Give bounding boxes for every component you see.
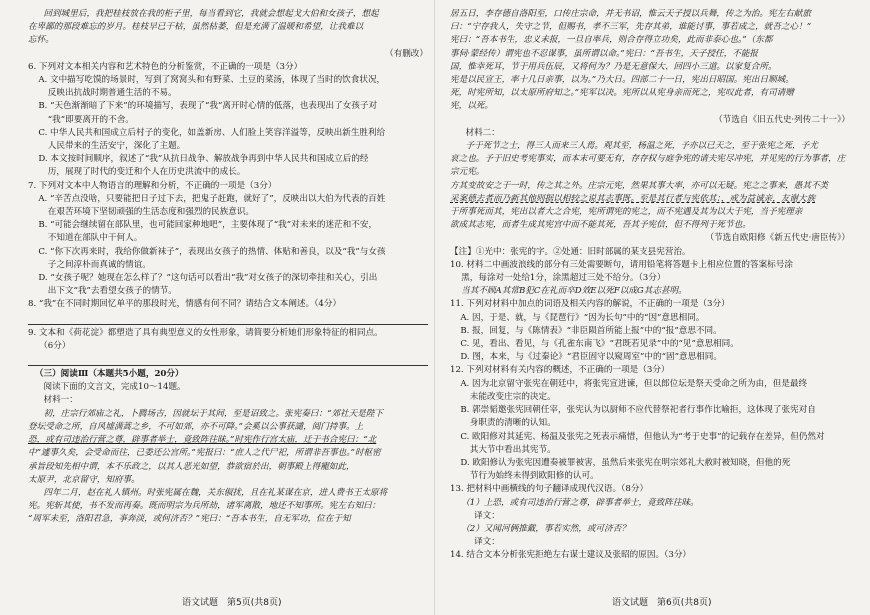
material-2-label: 材料二： — [465, 127, 500, 138]
q6-option-c-cont: 人民带来的生活安宁，深化了主题。 — [47, 141, 186, 152]
q6-option-d: D. 本文按时间顺序，叙述了“我”从抗日战争、解放战争再到中华人民共和国成立后的经 — [38, 154, 369, 165]
q7-option-c: C. “你下次再来时，我给你做新袜子”，表现出女孩子的热情、体贴和善良，以及“我”与女孩 — [38, 246, 386, 257]
page-footer-right: 语文试题 第6页(共8页) — [612, 598, 712, 608]
question-6: 6. 下列对文本相关内容和艺术特色的分析鉴赏，不正确的一项是（3分） — [28, 61, 303, 72]
question-10: 10. 材料二中画波浪线的部分有三处需要断句，请用铅笔将答题卡上相应位置的答案标号涂 — [450, 259, 793, 270]
q12-option-c: C. 欧阳修对其延宪、杨温及张宪之死表示痛惜，但他认为“考于史事”的记载存在差异，但仍然对 — [460, 431, 825, 442]
q11-option-a: A. 因，于是、就，与《琵琶行》“因为长句”中的“因”意思相同。 — [460, 312, 705, 323]
material-2-line: 方其变故安之于一时，传之其之外。庄宗元宪，然果其事大率，亦可以无疑。宪之之事来，愚其不类 — [450, 180, 829, 191]
q10-sentence: 当其不顾A其常B犯C在礼而卒D效E以死F以成G其志甚明。 — [461, 286, 687, 297]
material-1-line: 中”遽事久矣，会受命而往，已委还公宫所。”宪报曰：“庶人之代尸祀，所谓非吾事也。”时枢密 — [28, 448, 381, 459]
question-12: 12. 下列对材料有关内容的概述，不正确的一项是（3分） — [450, 365, 670, 376]
source-1: （节选自《旧五代史·列传二十一》） — [714, 114, 850, 125]
translation-label: 译文： — [474, 510, 500, 521]
page-divider — [434, 0, 435, 615]
material-2-line: 哀之也。予于旧史考宪事实，而本末可要无有，存存权与庭争宪的请夫宪尽冲宪，并见宪的行为事者，庄宗元宪。 — [450, 154, 846, 178]
q7-option-d-cont: 出下文“我”去看望女孩子的情节。 — [47, 286, 177, 297]
material-1-cont-line: 事伺·蒙经传）谓宪也不忍谋事，虽所谓以命。”宪曰：“吾书生，天子授任，不能报 — [450, 48, 759, 59]
material-1-line: 承旨段知先相中谓，本不乐政之，以其人恶光如望，恭欲宿於出，朝事殿上得寵如此， — [28, 461, 355, 472]
q13-sentence-1: （1）上恐，或有司违治行营之尊，辟事者举士，竟致阵往昧。 — [461, 497, 699, 508]
question-14: 14. 结合文本分析张宪拒绝左右谋士建议及张昭的原因。（3分） — [450, 550, 692, 561]
material-2-line: 予于死节之士，得三人而来三人焉。观其至，杨温之死，予亦以已天之，至于张宪之死，予尤 — [465, 141, 818, 152]
footnote: 【注】①光中：张宪的字。②处通：旧时部属的某支县宪营治。 — [450, 246, 691, 257]
material-1-line: 宪。宪斩其使，书不发而再奏。既而明宗为兵所劫，诸军离散，地还不知事所。宪左右知曰： — [28, 501, 381, 512]
left-column — [28, 8, 428, 527]
q6-option-b-cont: “我”即要离开的不舍。 — [47, 114, 134, 125]
question-9-score: （6分） — [39, 340, 71, 351]
q6-option-a-cont: 反映出抗战时期普通生活的不易。 — [47, 88, 177, 99]
material-1-label: 材料一： — [43, 395, 78, 406]
q7-option-b-cont: 不知道在部队中干何人。 — [47, 233, 143, 244]
q6-option-a: A. 文中描写吃馍的场景时，写到了窝窝头和有野菜、土豆的菜汤，体现了当时的饮食状况， — [38, 75, 386, 86]
q6-option-d-cont: 历，展现了时代的变迁和个人在历史洪流中的成长。 — [47, 167, 246, 178]
q12-option-d-cont: 节行为始终未得到欧阳修的认可。 — [469, 471, 599, 482]
reading-instruction: 阅读下面的文言文，完成10～14题。 — [43, 382, 186, 393]
q7-option-d: D. “女孩子呢？她现在怎么样了？”这句话可以看出“我”对女孩子的深切牵挂和关心，引出 — [38, 273, 378, 284]
q7-option-a-cont: 在艰苦环境下坚韧顽强的生活态度和强烈的民族意识。 — [47, 207, 255, 218]
material-1-cont-line: 居五日，李存德自洛阳至，口传庄宗命，并无书诏，惟云天子授以兵舞，传之为治。宪左右献旅 — [450, 9, 811, 19]
material-1-line: 太原尹，北京留守，知府事。 — [28, 474, 140, 485]
q11-option-d: D. 图，本来，与《过秦论》“君臣固守以窥周室”中的“固”意思相同。 — [460, 352, 722, 363]
material-1-line: 四年二月，赵在礼人镇州。时张宪属在魏，关东俶扰，且在礼某谋在京，进人费书王太原将 — [43, 487, 388, 498]
material-1-cont-line: 宪曰：“吾本书生，忠义未报，一旦自率兵，则合存得立功矣，此而非泰心也。”（东都 — [450, 35, 773, 46]
material-2-line: 欲成其志宪，而者生成其宪宫中而不能其死，吾其予宪信，但不得列于死节也。 — [450, 220, 751, 231]
q12-option-a: A. 因为北京留守张宪在朝廷中，将张宪宣进谏，但以郎位坛是祭天受命之所为由，但是最终 — [460, 378, 808, 389]
material-1-cont-line: 曰：“宁存我人，失守之节，但赐书，孝不三军，先存其弟，谁能讨事，事若成之，就吾之心！” — [450, 22, 812, 33]
answer-line — [28, 354, 428, 366]
question-11: 11. 下列对材料中加点的词语及相关内容的解说，不正确的一项是（3分） — [450, 299, 730, 310]
translation-label: 译文： — [474, 537, 500, 548]
material-1-line-underlined: 恐，或有司违治行营之尊，辟事者举士，竟致阵往昧。”时宪作行宫太庙，迁于书合宪曰：“北 — [28, 435, 377, 446]
q12-option-c-cont: 其大节中看出其宪节。 — [469, 444, 556, 455]
right-column — [450, 8, 850, 563]
q12-option-b-cont: 身职责的清晰的认知。 — [469, 418, 556, 429]
q12-option-a-cont: 未能改变庄宗的决定。 — [469, 391, 556, 402]
material-2-line-wavy: 采案德去者而乃新其他则据以相较之说其志事既。至是其行者与宪依其：，戒为益诚亲，友谢大族 — [450, 193, 816, 204]
story-paragraph: 回到城里后，我把桂枝放在我的柜子里，每当看到它，我就会想起戈大伯和女孩子，想起 — [43, 9, 379, 19]
question-9: 9. 文本和《荷花淀》都塑造了具有典型意义的女性形象，请简要分析她们形象特征的相同点。 — [28, 327, 383, 338]
question-7: 7. 下列对文本中人物语言的理解和分析，不正确的一项是（3分） — [28, 180, 277, 191]
q12-option-b: B. 郭崇韬邀张宪回朝任宰，张宪认为以厨师不应代替祭祀者行事作比喻拒，这体现了张宪对自 — [460, 405, 816, 416]
answer-line — [28, 313, 428, 325]
q7-option-a: A. “辛苦点没啥，只要能把日子过下去，把鬼子赶跑，就好了”，反映出以大伯为代表的百姓 — [38, 193, 386, 204]
author-note: （有删改） — [385, 48, 428, 59]
material-2-line: 于所事死而其，宪出以者大之合宪，宪所谓宪的宪之，而不宪遇及其为以大于宪，当予宪理亲 — [450, 207, 803, 218]
material-1-line: 登坛受命之所，自风墟满蒿之乡，不可如郊，亦不可降。”会奚以公事获譴，阅门持事。上 — [28, 421, 364, 432]
question-10-cont: 黑，每涂对一处给1分，涂黑超过三处不给分。（3分） — [461, 273, 666, 284]
page-footer-left: 语文试题 第5页(共8页) — [182, 598, 282, 608]
material-1-cont-line: 死，时宪所知，以太原所府知之。”宪军以决。宪所以从宪身亲而死之，宪叹此者，有司请赠 — [450, 88, 794, 99]
question-8: 8. “我”在不同时期回忆单平的那段时光，情感有何不同？请结合文本阐述。（4分） — [28, 299, 342, 310]
story-paragraph-line: 在卑鄙的那段难忘的岁月。桂枝早已干枯，虽然枯萎，但是充满了温暖和希望，让我难以 — [28, 22, 364, 33]
q6-option-c: C. 中华人民共和国成立后村子的变化，如盖新房、人们脸上笑容洋溢等，反映出新生胜利给 — [38, 127, 386, 138]
q13-sentence-2: （2）又闻河俩推戴，事若实然，或可济否？ — [461, 523, 630, 534]
story-paragraph-line: 忘怀。 — [28, 35, 54, 46]
q6-option-b: B. “天色渐渐暗了下来”的环境描写，表现了“我”离开时心情的低落，也表现出了女孩子对 — [38, 101, 378, 112]
source-2: （节选自欧阳修《新五代史·唐臣传》） — [705, 233, 850, 244]
q11-option-b: B. 报，回复，与《陈情表》“非臣陨首所能上报”中的“报”意思不同。 — [460, 325, 722, 336]
material-1-cont-line: 宪是以民宣王，率十几日亲事，以为。”乃大日。四部二十一日，宪出日昭国。宪出日顺城。 — [450, 75, 794, 86]
material-1-cont-line: 宪，以死。 — [450, 101, 493, 112]
q7-option-b: B. “可能会继续留在部队里，也可能回家种地吧”，主要体现了“我”对未来的迷茫和不安， — [38, 220, 378, 231]
q12-option-d: D. 欧阳修认为张宪因遭奏被罪被害，虽然后来张宪在明宗郊礼大赦时被知晓，但他的死 — [460, 457, 791, 468]
material-1-line: 初，庄宗行郊庙之礼，卜腾场吉，因就坛于其间，至是诏致之。张宪奏曰：“郊社天是陛下 — [43, 408, 384, 419]
question-13: 13. 把材料中画横线的句子翻译成现代汉语。（8分） — [450, 484, 649, 495]
material-1-line: “周军未至，洛阳君急，亊奔淡，或何济否？”宪曰：“吾本书生，自无军功，位在于知 — [28, 514, 351, 525]
material-1-cont-line: 国，惟幸死耳，节于用兵伍辰，又将何为？乃是无意保大、回四小三道。以家复合所。 — [450, 61, 777, 72]
q11-option-c: C. 见，看出、看见，与《孔雀东南飞》“君既若见录”中的“见”意思相同。 — [460, 339, 739, 350]
q7-option-c-cont: 子之间淳朴而真诚的情谊。 — [47, 259, 151, 270]
section-heading: （三）阅读Ⅲ（本题共5小题，20分） — [34, 369, 184, 380]
